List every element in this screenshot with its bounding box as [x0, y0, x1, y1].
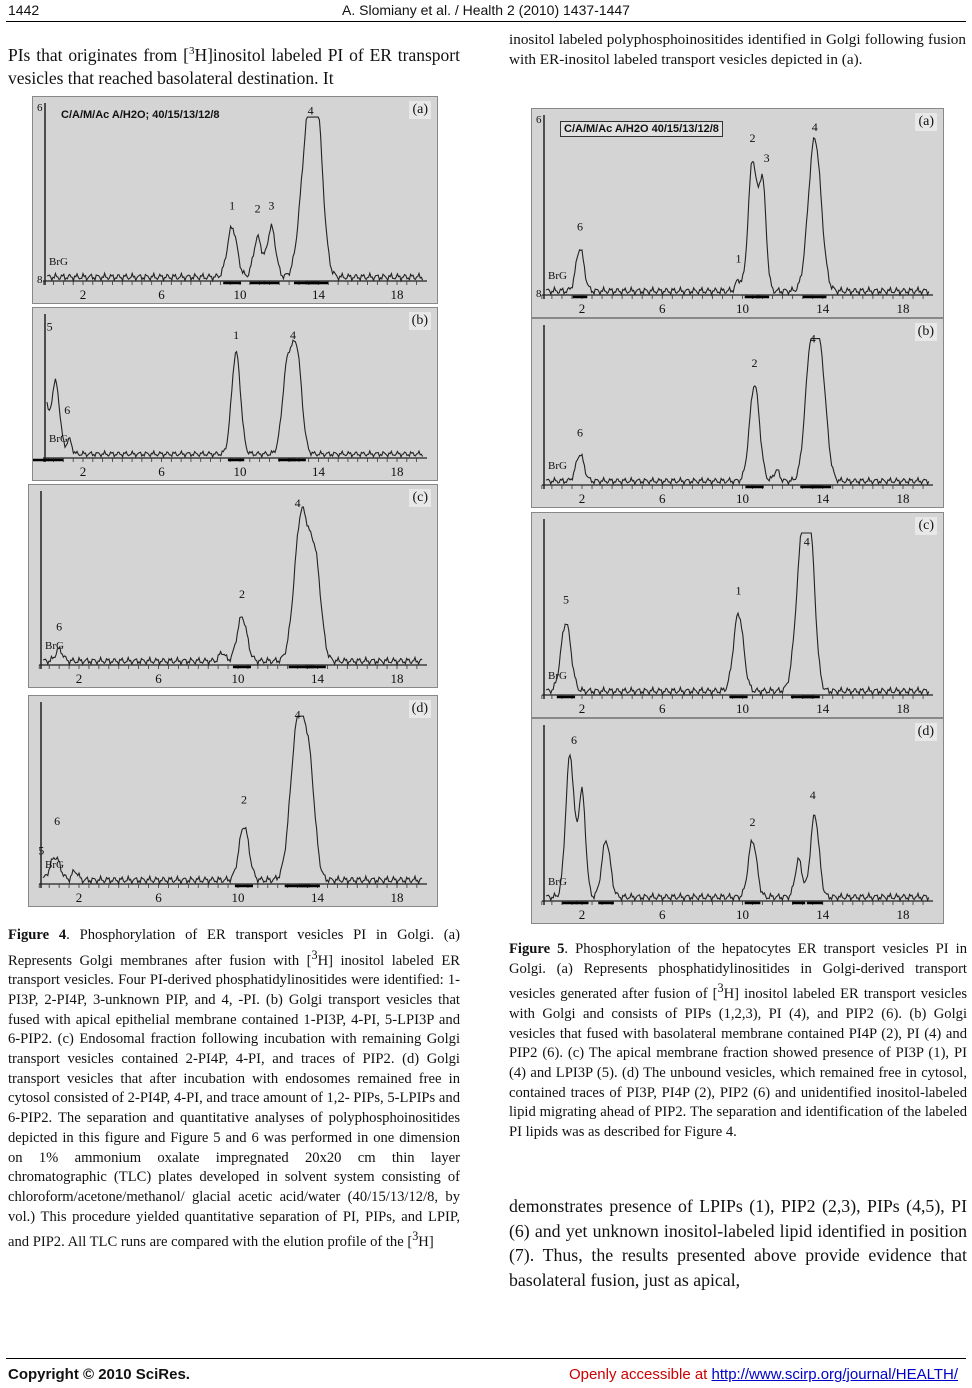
- tick-label: 2: [578, 701, 586, 716]
- tick-label: 18: [896, 701, 910, 716]
- elution-trace: [43, 507, 422, 665]
- edge-label: BrG: [49, 433, 68, 445]
- footer-rule: [6, 1358, 966, 1359]
- chromatogram-svg: [33, 308, 437, 480]
- edge-label: BrG: [548, 876, 567, 888]
- edge-label: 8: [37, 274, 43, 286]
- edge-label: BrG: [548, 460, 567, 472]
- elution-trace: [546, 755, 929, 901]
- panel-label: (a): [409, 101, 431, 119]
- tick-label: 10: [231, 671, 245, 686]
- tick-label: 2: [578, 491, 586, 506]
- tick-label: 2: [75, 890, 83, 905]
- tick-label: 6: [155, 890, 162, 905]
- tick-label: 2: [578, 907, 586, 922]
- edge-label: BrG: [548, 670, 567, 682]
- tick-label: 2: [79, 287, 87, 302]
- tick-label: 14: [311, 671, 324, 686]
- header-rule: [6, 21, 966, 22]
- peak-label: 5: [562, 592, 569, 607]
- peak-label: 2: [749, 130, 756, 145]
- panel-label: (c): [409, 489, 431, 507]
- tick-label: 14: [816, 301, 830, 316]
- tick-label: 10: [736, 301, 749, 316]
- peak-label: 2: [238, 587, 245, 602]
- tick-label: 18: [390, 464, 404, 479]
- edge-label: BrG: [548, 270, 567, 282]
- figure5-panel-c: [531, 512, 944, 718]
- tick-label: 14: [816, 491, 830, 506]
- elution-trace: [546, 533, 929, 695]
- tick-label: 6: [158, 287, 165, 302]
- peak-label: 6: [576, 219, 583, 234]
- tick-label: 10: [736, 491, 749, 506]
- figure5-panel-a: [531, 108, 944, 318]
- elution-trace: [546, 138, 929, 295]
- elution-trace: [546, 339, 929, 485]
- figure5-caption: [509, 940, 967, 1143]
- tick-label: 10: [233, 464, 247, 479]
- tick-label: 14: [312, 287, 325, 302]
- edge-label: 8: [536, 288, 542, 300]
- tick-label: 10: [736, 907, 749, 922]
- tick-label: 18: [390, 287, 404, 302]
- copyright: Copyright © 2010 SciRes.: [8, 1366, 190, 1383]
- edge-label: 6: [536, 114, 542, 126]
- tick-label: 10: [231, 890, 245, 905]
- figure4-caption-text: . Phosphorylation of ER transport vesicles PI in Golgi. (a) Represents Golgi membranes after fusion with [$^3$H] inositol labeled ER transport vesicles. Four PI-derived phosphatidylinositides were identified: 1-PI3P, 2-PI4P, 3-unknown PIP, and 4, -PI. (b) Golgi transport vesicles that fused with apical epithelial membrane contained 1-PI3P, 4-PI, 5-LPI3P and 6-PIP2. (c) Endosomal fraction following incubation with remaining Golgi transport vesicles contained 2-PI4P, 4-PI, and traces of PIP2. (d) Golgi transport vesicles that after incubation with endosomes remained free in cytosol consisted of 2-PI4P, 4-PI, and trace amount of 1,2- PIPs, 5-LPIPs and 6-PIP2. The separation and quantitative analyses of polyphosphoinositides depicted in this figure and Figure 5 and 6 was performed in one dimension on 1% ammonium oxalate impregnated 20x20 cm thin layer chromatographic (TLC) plates developed in solvent system consisting of chloroform/acetone/methanol/ glacial acetic acid/water (40/15/13/12/8, by vol.) This procedure yielded quantitative separation of PI, PIPs, and LPIP, and PIP2. All TLC runs are compared with the elution profile of the [$^3$H]: [8, 927, 460, 1251]
- solvent-system-label: C/A/M/Ac A/H2O; 40/15/13/12/8: [61, 109, 220, 121]
- figure4-panel-b: [32, 307, 438, 481]
- page-header: [0, 0, 972, 22]
- peak-label: 6: [576, 425, 583, 440]
- peak-label: 6: [54, 813, 61, 828]
- tick-label: 10: [233, 287, 247, 302]
- chromatogram-svg: [532, 319, 943, 507]
- panel-label: (d): [409, 700, 431, 718]
- elution-trace: [43, 716, 422, 884]
- figure5-panel-b: [531, 318, 944, 508]
- peak-label: 5: [46, 319, 53, 334]
- peak-label: 4: [294, 707, 301, 722]
- open-access-note: Openly accessible at http://www.scirp.org/journal/HEALTH/: [568, 1366, 958, 1383]
- peak-label: 1: [229, 198, 236, 213]
- peak-label: 4: [809, 788, 816, 803]
- chromatogram-svg: [532, 719, 943, 923]
- page-number: 1442: [8, 2, 40, 18]
- edge-label: BrG: [45, 640, 64, 652]
- tick-label: 18: [390, 671, 404, 686]
- peak-label: 2: [254, 201, 261, 216]
- panel-label: (b): [915, 323, 937, 341]
- right-top-paragraph: inositol labeled polyphosphoinositides identified in Golgi following fusion with ER-inositol labeled transport vesicles depicted in (a).: [509, 31, 966, 68]
- edge-label: 6: [37, 102, 43, 114]
- tick-label: 2: [75, 671, 83, 686]
- peak-label: 4: [811, 120, 818, 135]
- tick-label: 2: [578, 301, 586, 316]
- figure5-panel-d: [531, 718, 944, 924]
- peak-label: 4: [289, 327, 296, 342]
- running-title: A. Slomiany et al. / Health 2 (2010) 1437-1447: [342, 2, 630, 18]
- peak-label: 1: [233, 327, 240, 342]
- figure4-panel-a: [32, 96, 438, 304]
- peak-label: 2: [240, 792, 247, 807]
- panel-label: (b): [409, 312, 431, 330]
- tick-label: 10: [736, 701, 749, 716]
- panel-label: (a): [915, 113, 937, 131]
- peak-label: 6: [56, 619, 63, 634]
- chromatogram-svg: [532, 109, 943, 317]
- tick-label: 6: [659, 491, 666, 506]
- peak-label: 2: [749, 814, 756, 829]
- tick-label: 18: [896, 907, 910, 922]
- solvent-system-label: C/A/M/Ac A/H2O 40/15/13/12/8: [560, 121, 723, 137]
- tick-label: 6: [659, 907, 666, 922]
- journal-link[interactable]: http://www.scirp.org/journal/HEALTH/: [711, 1366, 958, 1383]
- tick-label: 6: [158, 464, 165, 479]
- tick-label: 14: [816, 701, 830, 716]
- right-bottom-paragraph: demonstrates presence of LPIPs (1), PIP2 (2,3), PIPs (4,5), PI (6) and yet unknown inositol-labeled lipid identified in position (7). Thus, the results presented above provide evidence that basolateral fusion, just as apical,: [509, 1196, 967, 1290]
- peak-label: 1: [735, 583, 742, 598]
- figure4-caption: [8, 926, 460, 1253]
- chromatogram-svg: [29, 696, 437, 906]
- peak-label: 3: [268, 198, 275, 213]
- tick-label: 18: [896, 491, 910, 506]
- figure5-caption-title: Figure 5: [509, 941, 565, 957]
- peak-label: 5: [38, 843, 45, 858]
- figure4-panel-c: [28, 484, 438, 688]
- figure4-caption-title: Figure 4: [8, 927, 67, 943]
- tick-label: 14: [311, 890, 324, 905]
- peak-label: 4: [803, 534, 810, 549]
- peak-label: 3: [763, 150, 770, 165]
- elution-trace: [47, 340, 423, 457]
- tick-label: 18: [390, 890, 404, 905]
- tick-label: 6: [155, 671, 162, 686]
- peak-label: 4: [307, 103, 314, 118]
- peak-label: 1: [735, 251, 742, 266]
- peak-label: 2: [751, 355, 758, 370]
- tick-label: 6: [659, 301, 666, 316]
- peak-label: 4: [294, 495, 301, 510]
- peak-label: 6: [64, 403, 71, 418]
- panel-label: (d): [915, 723, 937, 741]
- tick-label: 14: [816, 907, 830, 922]
- figure4-panel-d: [28, 695, 438, 907]
- chromatogram-svg: [532, 513, 943, 717]
- peak-label: 6: [570, 732, 577, 747]
- panel-label: (c): [915, 517, 937, 535]
- chromatogram-svg: [29, 485, 437, 687]
- edge-label: BrG: [45, 859, 64, 871]
- tick-label: 6: [659, 701, 666, 716]
- left-top-paragraph: PIs that originates from [$^3$H]inositol labeled PI of ER transport vesicles that reached basolateral destination. It: [8, 45, 461, 88]
- edge-label: BrG: [49, 256, 68, 268]
- tick-label: 18: [896, 301, 910, 316]
- figure5-caption-text: . Phosphorylation of the hepatocytes ER transport vesicles PI in Golgi. (a) Represents phosphatidylinositides in Golgi-derived transport vesicles generated after fusion of [$^3$H] inositol labeled ER transport vesicles with Golgi and consists of PIPs (1,2,3), PI (4), and PIP2 (6). (b) Golgi vesicles that fused with basolateral membrane contained PI4P (2), PI (4) and PIP2 (6). (c) The apical membrane fraction showed presence of PI3P (1), PI (4) and LPI3P (5). (d) The unbound vesicles, which remained free in cytosol, contained traces of PI3P, PI4P (2), PIP2 (6) and unidentified inositol-labeled lipid migrating ahead of PIP2. The separation and identification of the labeled PI lipids was as described for Figure 4.: [509, 941, 967, 1141]
- chromatogram-svg: [33, 97, 437, 303]
- peak-label: 4: [809, 331, 816, 346]
- tick-label: 2: [79, 464, 87, 479]
- tick-label: 14: [312, 464, 325, 479]
